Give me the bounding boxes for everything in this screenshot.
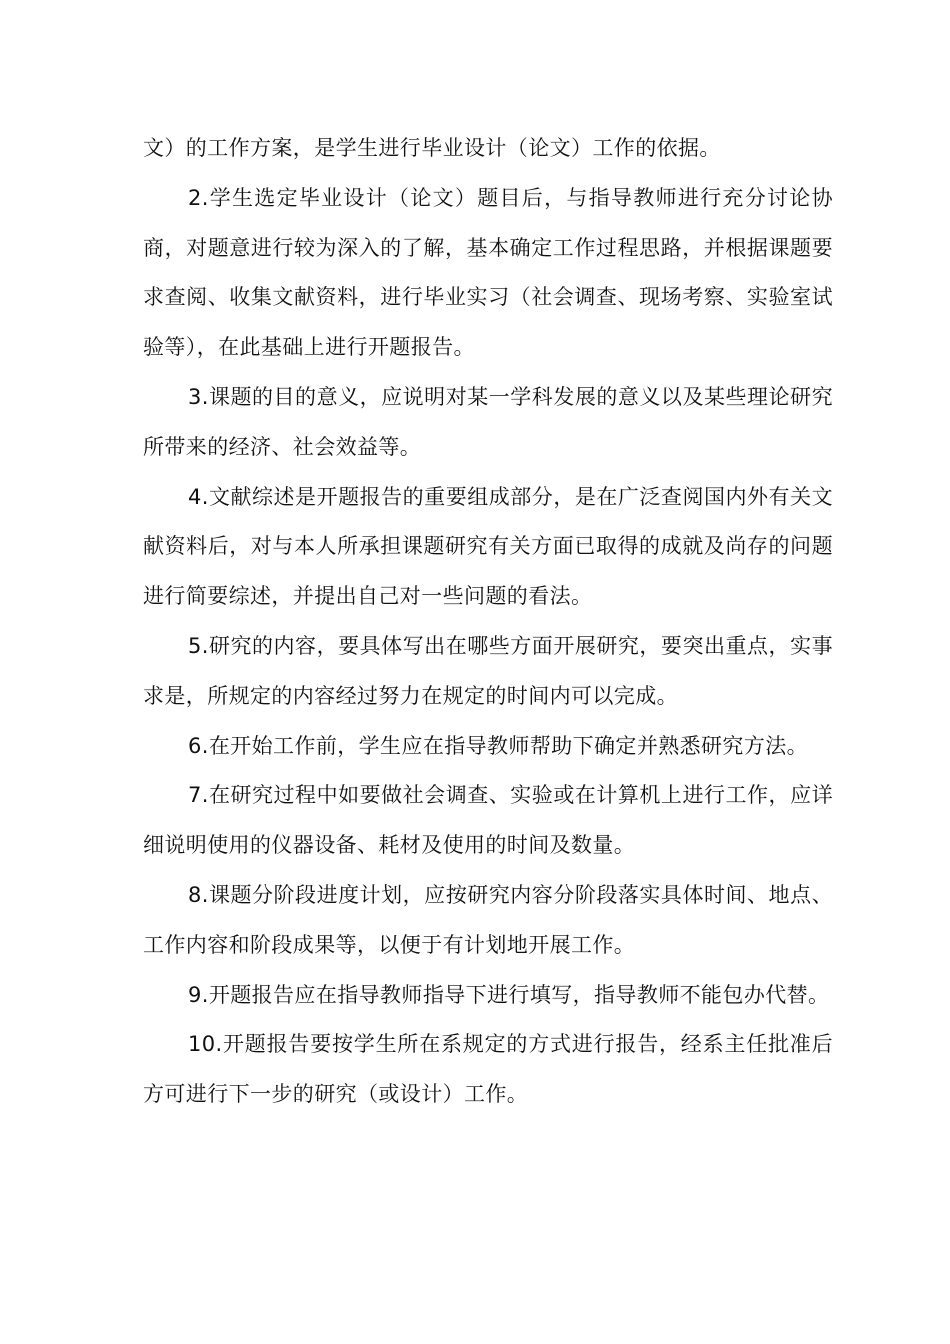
document-body — [143, 124, 833, 1120]
paragraph-item-6: 6.在开始工作前，学生应在指导教师帮助下确定并熟悉研究方法。 — [188, 733, 809, 758]
paragraph-item-4: 4.文献综述是开题报告的重要组成部分，是在广泛查阅国内外有关文献资料后，对与本人所承担课题研究有关方面已取得的成就及尚存的问题进行简要综述，并提出自己对一些问题的看法。 — [143, 484, 833, 609]
paragraph-item-9: 9.开题报告应在指导教师指导下进行填写，指导教师不能包办代替。 — [188, 982, 830, 1007]
paragraph-item-2: 2.学生选定毕业设计（论文）题目后，与指导教师进行充分讨论协商，对题意进行较为深入的了解，基本确定工作过程思路，并根据课题要求查阅、收集文献资料，进行毕业实习（社会调查、现场考察、实验室试验等），在此基础上进行开题报告。 — [143, 185, 833, 360]
paragraph-item-10: 10.开题报告要按学生所在系规定的方式进行报告，经系主任批准后方可进行下一步的研究（或设计）工作。 — [143, 1032, 833, 1107]
paragraph-continuation: 文）的工作方案，是学生进行毕业设计（论文）工作的依据。 — [143, 136, 721, 160]
paragraph-item-8: 8.课题分阶段进度计划，应按研究内容分阶段落实具体时间、地点、工作内容和阶段成果等，以便于有计划地开展工作。 — [143, 882, 833, 957]
paragraph-item-3: 3.课题的目的意义，应说明对某一学科发展的意义以及某些理论研究所带来的经济、社会效益等。 — [143, 384, 833, 459]
paragraph-item-5: 5.研究的内容，要具体写出在哪些方面开展研究，要突出重点，实事求是，所规定的内容经过努力在规定的时间内可以完成。 — [143, 633, 833, 708]
paragraph-item-7: 7.在研究过程中如要做社会调查、实验或在计算机上进行工作，应详细说明使用的仪器设备、耗材及使用的时间及数量。 — [143, 783, 833, 858]
